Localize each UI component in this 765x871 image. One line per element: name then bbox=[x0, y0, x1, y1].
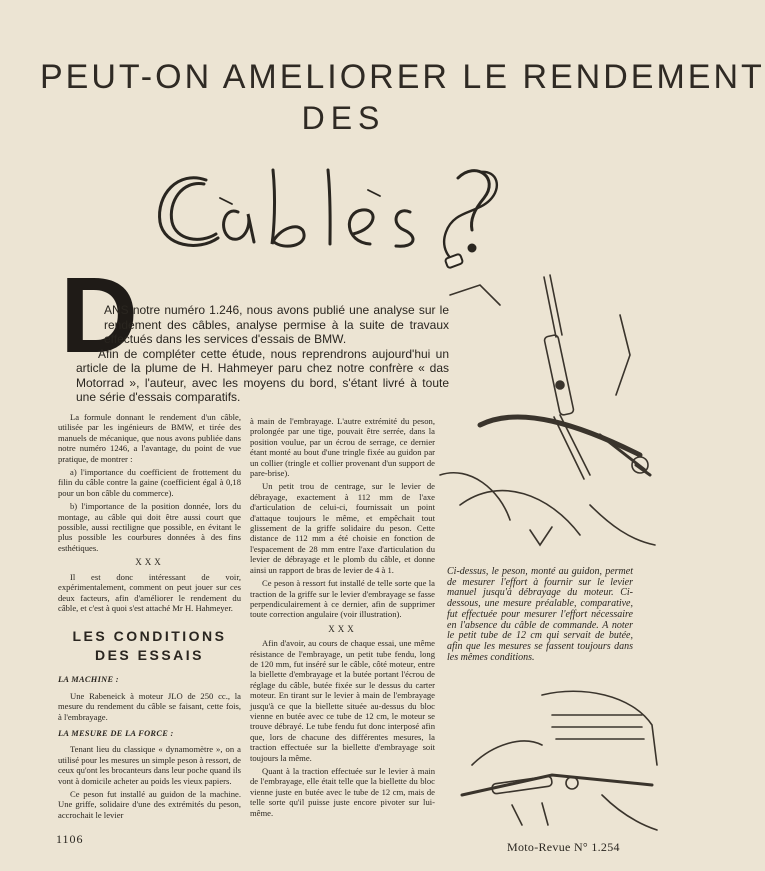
subheading: LA MESURE DE LA FORCE : bbox=[58, 728, 174, 738]
body-paragraph: à main de l'embrayage. L'autre extrémité du peson, prolongée par une tige, pouvait être serrée, dans la position voulue, par un écrou de serrage, ce dernier étant monté au bout d'une tringle fixée au guidon par un collier (tringle et collier provenant d'un support de pare-brise). bbox=[250, 416, 435, 479]
drop-cap: D bbox=[60, 254, 138, 375]
body-paragraph: Ce peson fut installé au guidon de la machine. Une griffe, solidaire d'une des extrémités du peson, accrochait le levier bbox=[58, 788, 241, 820]
intro-text bbox=[76, 303, 449, 405]
body-paragraph: La formule donnant le rendement d'un câble, utilisée par les ingénieurs de BMW, et tirée des manuels de mécanique, que nous avons publiée dans notre numéro 1246, a l'avantage, du point de vue pratique, de montrer : bbox=[58, 412, 241, 464]
body-paragraph: Quant à la traction effectuée sur le levier à main de l'embrayage, elle était telle que la biellette du bloc vienne juste en butée avec le tube de 12 cm, mais de telle sorte qu'il puisse juste encore pivoter sur lui-même. bbox=[250, 766, 435, 818]
body-paragraph: b) l'importance de la position donnée, lors du montage, au câble qui doit être aussi court que possible, aussi rectiligne que possible, en évitant le plus possible les courbures données à des fins esthétiques. bbox=[58, 501, 241, 553]
article-title-line1: PEUT-ON AMELIORER LE RENDEMENT bbox=[40, 58, 765, 96]
body-paragraph: Un petit trou de centrage, sur le levier de débrayage, exactement à 112 mm de l'axe d'articulation de celui-ci, fournissait un point d'attaque toujours le même, et empêchait tout glissement de la griffe solidaire du peson. Cette distance de 112 mm a été choisie en fonction de l'espacement de 28 mm entre l'axe d'articulation du levier de débrayage et le plomb du câble, et donne ainsi un rapport de bras de levier de 4 à 1. bbox=[250, 481, 435, 575]
subheading: LA MACHINE : bbox=[58, 675, 119, 685]
text-column-1 bbox=[58, 412, 241, 823]
intro-paragraph: Afin de compléter cette étude, nous reprendrons aujourd'hui un article de la plume de H. Hahmeyer paru chez notre confrère « das Motorrad », l'auteur, avec les moyens du bord, s'étant livré à toute une série d'essais comparatifs. bbox=[76, 346, 449, 404]
magazine-footer: Moto-Revue N° 1.254 bbox=[507, 840, 620, 854]
body-paragraph: Afin d'avoir, au cours de chaque essai, une même résistance de l'embrayage, un petit tube fendu, long de 120 mm, fut inséré sur le câble, côté moteur, entre la biellette d'embrayage et la butée portant l'écrou de réglage du câble, butée fixée sur le dessus du carter moteur. En tirant sur le levier à main de l'embrayage jusqu'à ce que la biellette située au-dessus du bloc vienne en butée avec ce tube de 12 cm, le moteur se trouve débrayé. Le tube fendu fut donc interposé afin que, lors de chacune des différentes mesures, la traction effectuée sur la biellette d'embrayage soit toujours la même. bbox=[250, 638, 435, 763]
body-paragraph: a) l'importance du coefficient de frottement du filin du câble contre la gaine (coefficient égal à 0,18 pour un bon câble du commerce). bbox=[58, 467, 241, 498]
section-heading: LES CONDITIONS DES ESSAIS bbox=[72, 628, 227, 664]
body-paragraph: Une Rabeneick à moteur JLO de 250 cc., la mesure du rendement du câble se faisant, cette fois, à l'embrayage. bbox=[58, 690, 241, 722]
body-paragraph: Ce peson à ressort fut installé de telle sorte que la traction de la griffe sur le levier d'embrayage se fasse perpendiculairement à ce dernier, afin de supprimer toute correction angulaire (voir illustration). bbox=[250, 578, 435, 620]
illustration-caption: Ci-dessus, le peson, monté au guidon, permet de mesurer l'effort à fournir sur le levier manuel jusqu'à débrayage du moteur. Ci-dessous, une mesure préalable, comparative, fut effectuée pour mesurer l'effort nécessaire en l'absence du câble de commande. A noter le petit tube de 12 cm qui servait de butée, afin que les mesures se fassent toujours dans les mêmes conditions. bbox=[447, 566, 633, 663]
intro-paragraph: ANS notre numéro 1.246, nous avons publié une analyse sur le rendement des câbles, analyse permise à la suite de travaux effectués dans les services d'essais de BMW. bbox=[104, 303, 449, 346]
text-column-2 bbox=[250, 416, 435, 821]
clutch-measurement-illustration bbox=[452, 685, 662, 835]
article-title-line2: DES bbox=[301, 100, 386, 136]
section-separator: XXX bbox=[328, 623, 357, 634]
section-separator: XXX bbox=[135, 557, 164, 568]
body-paragraph: Tenant lieu du classique « dynamomètre », on a utilisé pour les mesures un simple peson à ressort, de ceux qu'ont les brocanteurs dans leur poche quand ils vont à domicile acheter au poids les vieux papiers. bbox=[58, 744, 241, 786]
page-number: 1106 bbox=[56, 832, 84, 846]
body-paragraph: Il est donc intéressant de voir, expérimentalement, comment on peut jouer sur ces deux facteurs, afin d'améliorer le rendement du câble, et c'est à quoi s'est attaché Mr H. Hahmeyer. bbox=[58, 571, 241, 613]
spring-scale-illustration bbox=[440, 275, 665, 565]
cable-illustration bbox=[410, 160, 510, 270]
